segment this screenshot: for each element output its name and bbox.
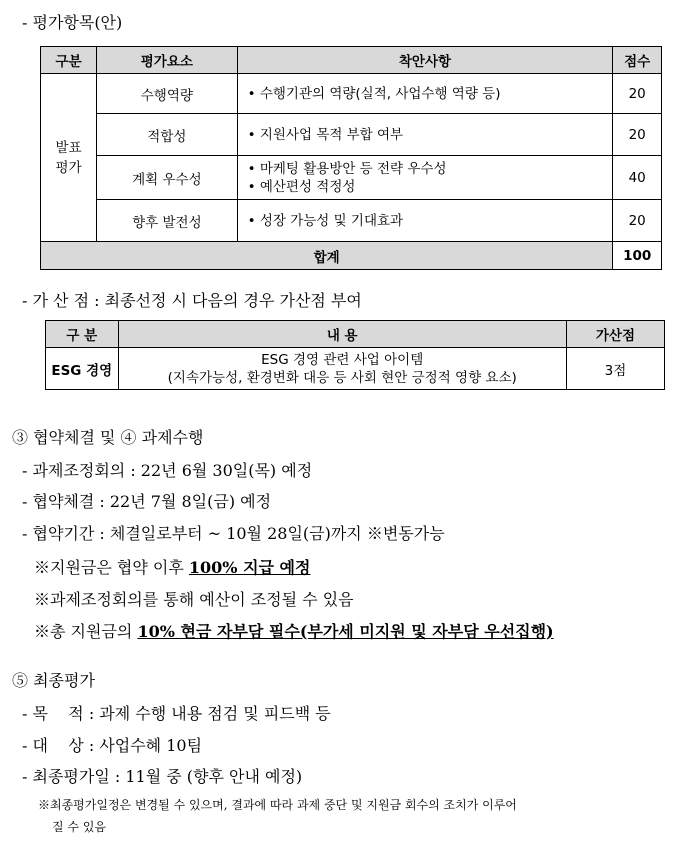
bonus-table-header bbox=[46, 321, 665, 348]
bonus-header-points: 가산점 bbox=[566, 321, 664, 348]
row-point: • 마케팅 활용방안 등 전략 우수성 bbox=[247, 160, 447, 177]
row-element: 적합성 bbox=[97, 114, 237, 156]
row-score: 20 bbox=[613, 200, 662, 242]
header-score: 점수 bbox=[613, 47, 662, 74]
total-score: 100 bbox=[613, 242, 662, 270]
bonus-section-title: - 가 산 점 : 최종선정 시 다음의 경우 가산점 부여 bbox=[22, 291, 362, 310]
section5-title: ⑤ 최종평가 bbox=[12, 671, 95, 690]
section3-title: ③ 협약체결 및 ④ 과제수행 bbox=[12, 428, 204, 447]
row-point: • 예산편성 적정성 bbox=[247, 178, 356, 195]
header-element: 평가요소 bbox=[97, 47, 237, 74]
total-row bbox=[41, 242, 662, 270]
row-points bbox=[237, 156, 613, 200]
note-self-pay-emphasis: 10% 현금 자부담 필수(부가세 미지원 및 자부담 우선집행) bbox=[137, 622, 554, 641]
bonus-points: 3점 bbox=[566, 348, 664, 390]
section3-item: - 협약체결 : 22년 7월 8일(금) 예정 bbox=[22, 492, 272, 511]
eval-table-header bbox=[41, 47, 662, 74]
section5-item: - 목 적 : 과제 수행 내용 점검 및 피드백 등 bbox=[22, 704, 331, 723]
table-row bbox=[41, 156, 662, 200]
section5-item: - 최종평가일 : 11월 중 (향후 안내 예정) bbox=[22, 767, 303, 786]
header-points: 착안사항 bbox=[237, 47, 613, 74]
row-score: 40 bbox=[613, 156, 662, 200]
header-category: 구분 bbox=[41, 47, 97, 74]
bonus-header-content: 내 용 bbox=[118, 321, 566, 348]
note-payment-emphasis: 100% 지급 예정 bbox=[188, 558, 311, 577]
footnote-line: ※최종평가일정은 변경될 수 있으며, 결과에 따라 과제 중단 및 지원금 회수의 조치가 이루어 bbox=[38, 798, 517, 812]
total-label: 합계 bbox=[41, 242, 613, 270]
row-point: • 지원사업 목적 부합 여부 bbox=[237, 114, 613, 156]
footnote-line: 질 수 있음 bbox=[52, 820, 106, 834]
bonus-header-category: 구 분 bbox=[46, 321, 119, 348]
eval-table bbox=[40, 46, 662, 270]
row-point: • 성장 가능성 및 기대효과 bbox=[237, 200, 613, 242]
bonus-category: ESG 경영 bbox=[46, 348, 119, 390]
bonus-table bbox=[45, 320, 665, 390]
row-score: 20 bbox=[613, 114, 662, 156]
note-self-pay-prefix: ※총 지원금의 bbox=[34, 622, 138, 641]
row-element: 향후 발전성 bbox=[97, 200, 237, 242]
table-row bbox=[41, 200, 662, 242]
note-budget: ※과제조정회의를 통해 예산이 조정될 수 있음 bbox=[34, 590, 354, 609]
table-row bbox=[46, 348, 665, 390]
table-row bbox=[41, 74, 662, 114]
section3-item: - 협약기간 : 체결일로부터 ~ 10월 28일(금)까지 ※변동가능 bbox=[22, 524, 445, 543]
note-payment bbox=[34, 555, 310, 578]
row-score: 20 bbox=[613, 74, 662, 114]
table-row bbox=[41, 114, 662, 156]
bonus-content bbox=[118, 348, 566, 390]
row-element: 수행역량 bbox=[97, 74, 237, 114]
row-element: 계획 우수성 bbox=[97, 156, 237, 200]
section5-item: - 대 상 : 사업수혜 10팀 bbox=[22, 736, 203, 755]
section3-item: - 과제조정회의 : 22년 6월 30일(목) 예정 bbox=[22, 461, 313, 480]
note-payment-prefix: ※지원금은 협약 이후 bbox=[34, 558, 189, 577]
bonus-content-line: (지속가능성, 환경변화 대응 등 사회 현안 긍정적 영향 요소) bbox=[167, 369, 517, 386]
row-point: • 수행기관의 역량(실적, 사업수행 역량 등) bbox=[237, 74, 613, 114]
group-label: 발표 평가 bbox=[41, 74, 97, 242]
bonus-content-line: ESG 경영 관련 사업 아이템 bbox=[261, 351, 424, 368]
note-self-pay bbox=[34, 619, 554, 642]
eval-section-title: - 평가항목(안) bbox=[22, 13, 123, 32]
